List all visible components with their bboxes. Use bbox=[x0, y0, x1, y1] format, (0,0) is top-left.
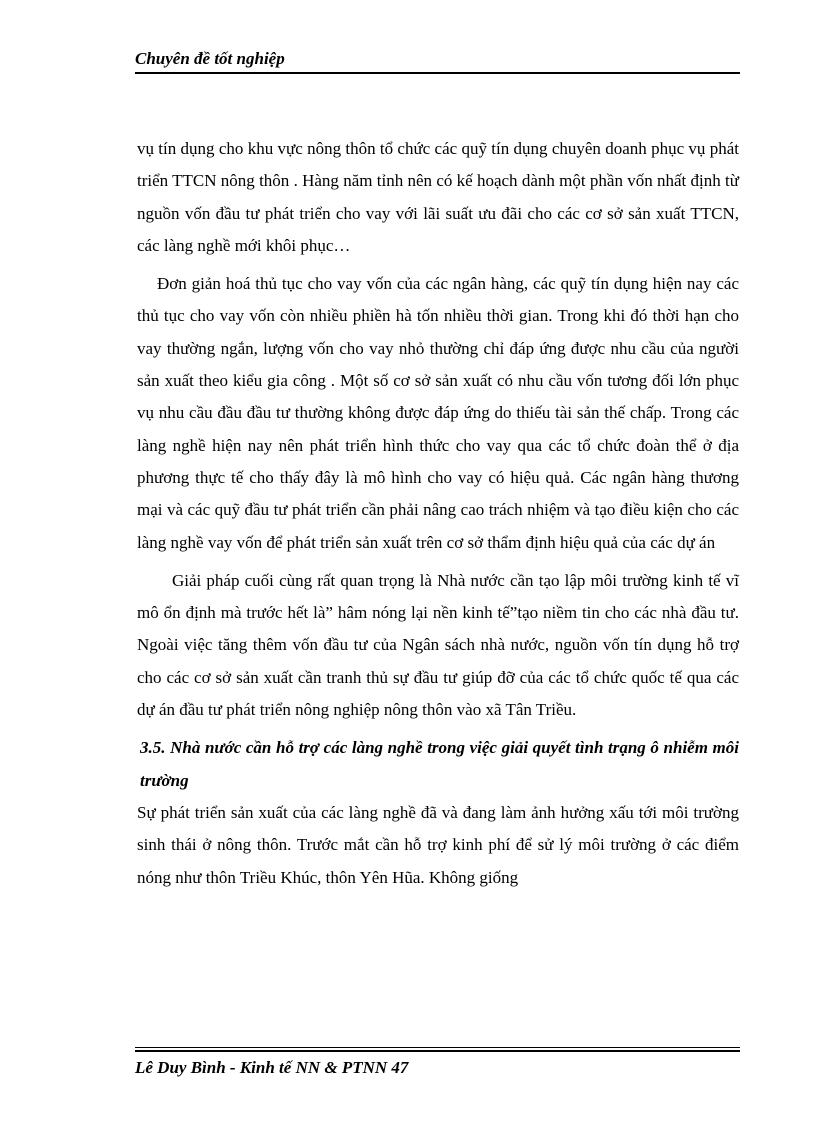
document-body bbox=[137, 133, 739, 894]
paragraph-4: Sự phát triển sản xuất của các làng nghề đã và đang làm ảnh hưởng xấu tới môi trường sinh thái ở nông thôn. Trước mắt cần hỗ trợ kinh phí để sử lý môi trường ở các điểm nóng như thôn Triều Khúc, thôn Yên Hũa. Không giống bbox=[137, 802, 739, 887]
paragraph-2: Đơn giản hoá thủ tục cho vay vốn của các ngân hàng, các quỹ tín dụng hiện nay các thủ tục cho vay vốn còn nhiều phiền hà tốn nhiều thời gian. Trong khi đó thời hạn cho vay thường ngắn, lượng vốn cho vay nhỏ thường chỉ đáp ứng được nhu cầu của người sản xuất theo kiểu gia công . Một số cơ sở sản xuất có nhu cầu vốn tương đối lớn phục vụ nhu cầu đầu đầu tư thường không được đáp ứng do thiếu tài sản thế chấp. Trong các làng nghề hiện nay nên phát triển hình thức cho vay qua các tổ chức đoàn thể ở địa phương thực tế cho thấy đây là mô hình cho vay có hiệu quả. Các ngân hàng thương mại và các quỹ đầu tư phát triển cần phải nâng cao trách nhiệm và tạo điều kiện cho các làng nghề vay vốn để phát triển sản xuất trên cơ sở thẩm định hiệu quả của các dự án bbox=[137, 274, 739, 552]
paragraph-1: vụ tín dụng cho khu vực nông thôn tổ chức các quỹ tín dụng chuyên doanh phục vụ phát triển TTCN nông thôn . Hàng năm tỉnh nên có kế hoạch dành một phần vốn nhất định từ nguồn vốn đầu tư phát triển cho vay với lãi suất ưu đãi cho các cơ sở sản xuất TTCN, các làng nghề mới khôi phục… bbox=[137, 139, 739, 255]
footer-text: Lê Duy Bình - Kinh tế NN & PTNN 47 bbox=[135, 1058, 409, 1077]
footer-rule-thick bbox=[135, 1050, 740, 1052]
header-title: Chuyên đề tốt nghiệp bbox=[135, 49, 285, 68]
header-rule bbox=[135, 72, 740, 74]
footer-rule-thin bbox=[135, 1047, 740, 1048]
section-heading: 3.5. Nhà nước cần hỗ trợ các làng nghề trong việc giải quyết tình trạng ô nhiễm môi trường bbox=[140, 738, 739, 790]
page-footer bbox=[135, 1047, 740, 1079]
page-header bbox=[135, 48, 740, 74]
paragraph-3: Giải pháp cuối cùng rất quan trọng là Nhà nước cần tạo lập môi trường kinh tế vĩ mô ổn định mà trước hết là” hâm nóng lại nền kinh tế”tạo niềm tin cho các nhà đầu tư. Ngoài việc tăng thêm vốn đầu tư của Ngân sách nhà nước, nguồn vốn tín dụng hỗ trợ cho các cơ sở sản xuất cần tranh thủ sự đầu tư giúp đỡ của các tổ chức quốc tế qua các dự án đầu tư phát triển nông nghiệp nông thôn vào xã Tân Triều. bbox=[137, 570, 739, 720]
